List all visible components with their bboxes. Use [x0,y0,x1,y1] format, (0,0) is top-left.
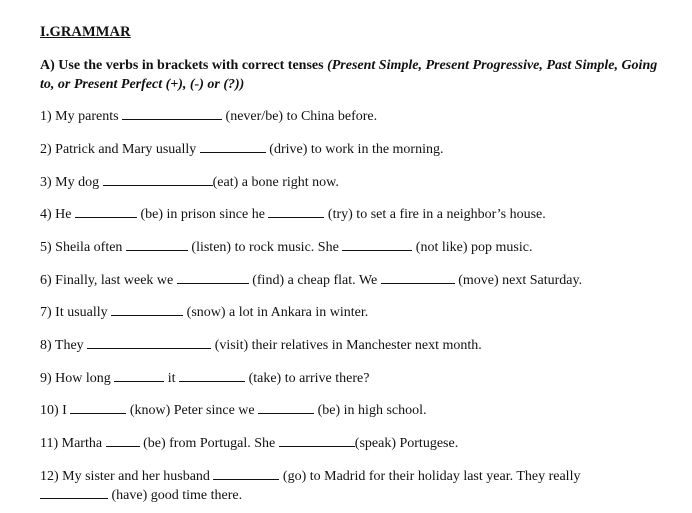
item-text: (move) next Saturday. [454,273,583,288]
answer-blank[interactable] [381,271,455,284]
answer-blank[interactable] [111,303,183,316]
answer-blank[interactable] [126,238,188,251]
item-text: 5) Sheila often [40,240,126,255]
exercise-item-6 [40,271,582,290]
item-text: 4) He [40,207,75,222]
answer-blank[interactable] [87,336,211,349]
item-text: 1) My parents [40,109,123,124]
answer-blank[interactable] [122,107,222,120]
item-text: 2) Patrick and Mary usually [40,142,200,157]
item-text: 9) How long [40,371,115,386]
answer-blank[interactable] [177,271,249,284]
item-text: (take) to arrive there? [245,371,370,386]
instruction-tenses: (Present Simple, Present Progressive, Past Simple, Going to, or Present Perfect (+), (-) or (?)) [40,58,658,92]
item-text: 6) Finally, last week we [40,273,177,288]
instruction-main: A) Use the verbs in brackets with correct tenses [40,58,328,73]
item-text: (be) from Portugal. She [139,436,279,451]
answer-blank[interactable] [342,238,412,251]
exercise-item-2 [40,140,443,159]
item-text: (find) a cheap flat. We [248,273,381,288]
instructions [40,56,660,94]
answer-blank[interactable] [268,205,324,218]
item-text: 8) They [40,338,88,353]
answer-blank[interactable] [40,486,108,499]
item-text: (listen) to rock music. She [187,240,343,255]
exercise-item-12 [40,467,580,486]
answer-blank[interactable] [200,140,266,153]
item-text: (snow) a lot in Ankara in winter. [183,305,369,320]
item-text: (go) to Madrid for their holiday last year. They really [279,469,581,484]
exercise-item-4 [40,205,546,224]
item-text: (drive) to work in the morning. [265,142,444,157]
exercise-item-11 [40,434,458,453]
item-text: 11) Martha [40,436,106,451]
answer-blank[interactable] [179,369,245,382]
item-text: (eat) a bone right now. [212,175,339,190]
answer-blank[interactable] [213,467,279,480]
answer-blank[interactable] [75,205,137,218]
exercise-item-3 [40,173,339,192]
item-text: (visit) their relatives in Manchester next month. [211,338,482,353]
exercise-item-5 [40,238,532,257]
answer-blank[interactable] [103,173,213,186]
answer-blank[interactable] [70,401,126,414]
answer-blank[interactable] [258,401,314,414]
item-text: (have) good time there. [108,488,243,503]
item-text: (know) Peter since we [126,403,259,418]
answer-blank[interactable] [279,434,355,447]
item-text: (speak) Portugese. [354,436,459,451]
answer-blank[interactable] [114,369,164,382]
item-text: (never/be) to China before. [222,109,378,124]
item-text: 12) My sister and her husband [40,469,214,484]
item-text: (try) to set a fire in a neighbor’s house. [324,207,546,222]
section-title: I.GRAMMAR [40,24,131,40]
item-text: it [164,371,180,386]
exercise-item-8 [40,336,482,355]
exercise-item-10 [40,401,427,420]
item-text: 3) My dog [40,175,103,190]
exercise-item-7 [40,303,368,322]
answer-blank[interactable] [106,434,140,447]
exercise-item-12-continued [40,486,242,505]
item-text: 10) I [40,403,71,418]
exercise-item-9 [40,369,369,388]
item-text: (be) in prison since he [137,207,269,222]
item-text: (not like) pop music. [412,240,533,255]
item-text: 7) It usually [40,305,112,320]
item-text: (be) in high school. [314,403,427,418]
exercise-item-1 [40,107,377,126]
